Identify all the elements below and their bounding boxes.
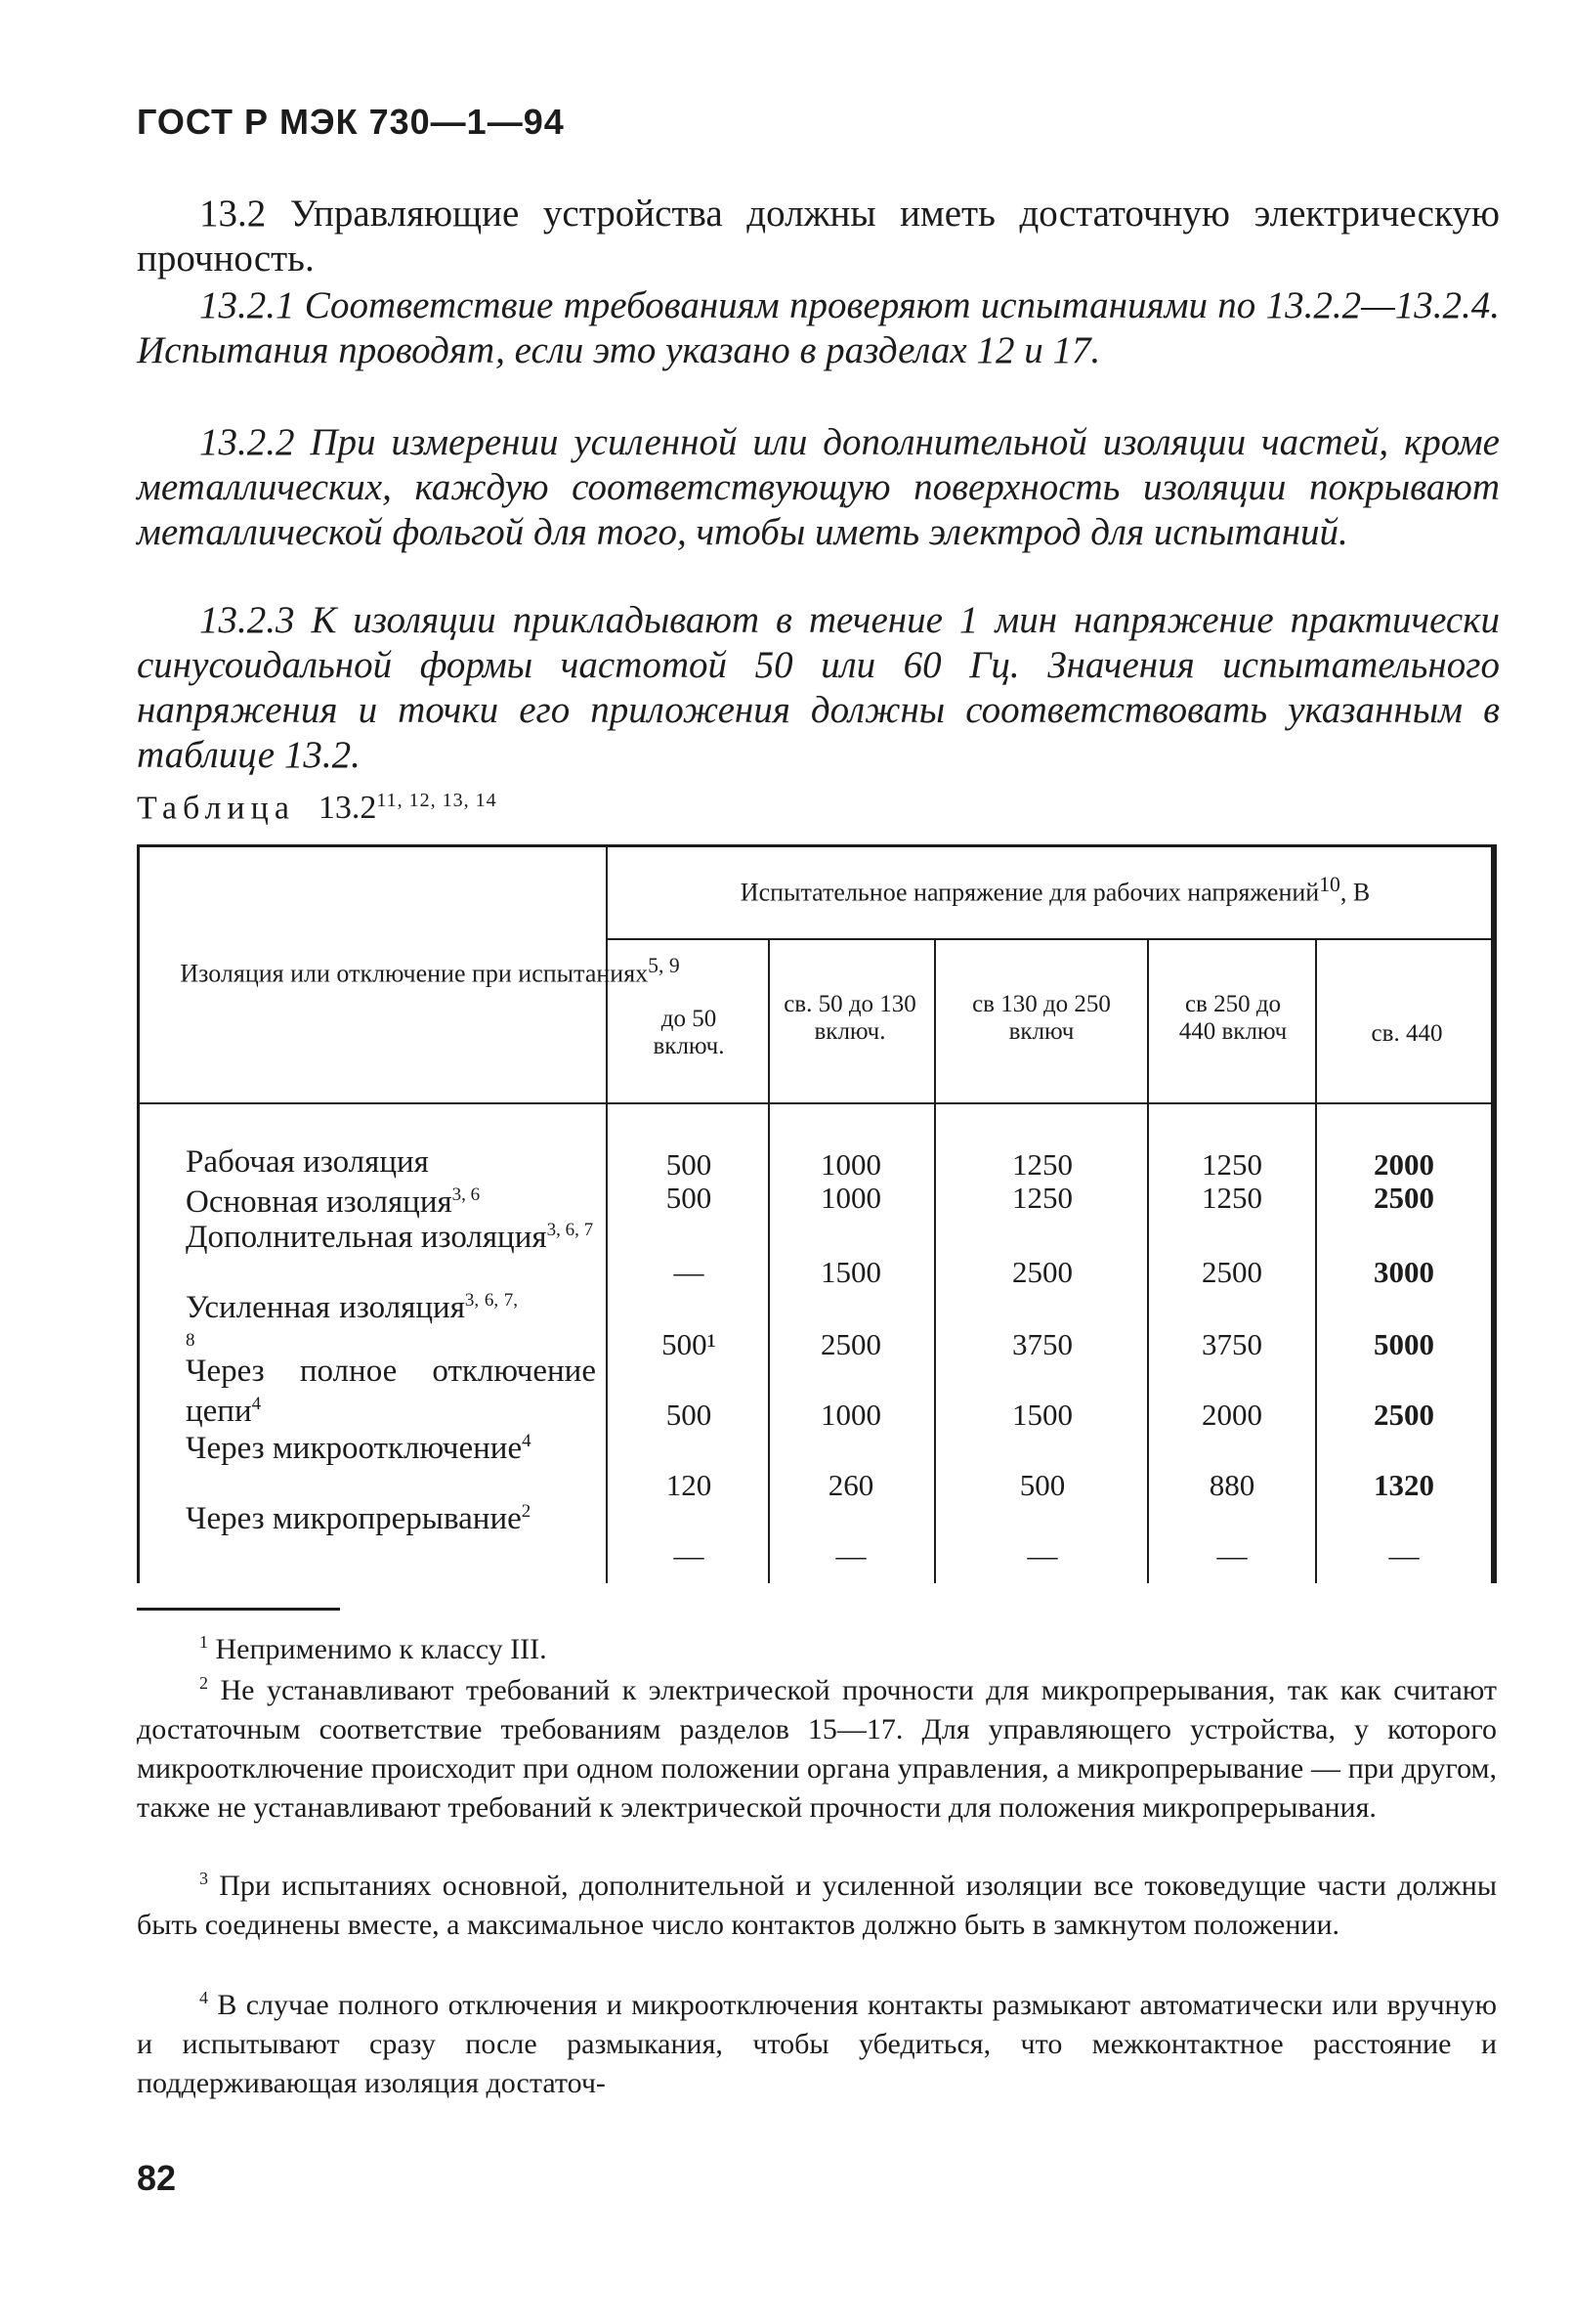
table-subhead-line xyxy=(608,938,1493,940)
table-right-border xyxy=(1491,844,1497,1583)
paragraph-13-2-2 xyxy=(137,420,1500,555)
row-label-reinforced: Усиленная изоляция$^{3, 6, 7, 8}$ xyxy=(186,1290,518,1351)
table-cell: 1500 xyxy=(1012,1398,1073,1432)
table-cell: — xyxy=(1027,1538,1058,1572)
table-divider-col4 xyxy=(1147,940,1149,1583)
table-cell: 1250 xyxy=(1202,1147,1262,1182)
table-cell: 120 xyxy=(665,1468,712,1502)
table-cell: 1250 xyxy=(1012,1181,1073,1215)
head-col-1: до 50 включ. xyxy=(653,1006,725,1059)
table-caption-number: 13.2 xyxy=(318,790,377,827)
row-label-micro-interruption: Через микропрерывание$^2$ xyxy=(186,1501,531,1536)
row-label-supplementary: Дополнительная изоляция$^{3, 6, 7}$ xyxy=(186,1220,594,1255)
row-label-basic: Основная изоляция$^{3, 6}$ xyxy=(186,1184,481,1220)
paragraph-13-2-2-text: 13.2.2 При измерении усиленной или дополнительной изоляции частей, кроме металлических, каждую соответствующую поверхность изоляции покрывают металлической фольгой для того, чтобы иметь электрод для испытаний. xyxy=(137,421,1500,553)
table-cell: 5000 xyxy=(1374,1327,1434,1361)
row-label-full-disconnection: Через полное отключение цепи$^4$ xyxy=(186,1354,596,1429)
footnote-2: $^2$ Не устанавливают требований к электрической прочности для микропрерывания, так как считают достаточным соответствие требованиям разделов 15—17. Для управляющего устройства, у которого микроотключение происходит при одном положении органа управления, а микропрерывание — при другом, также не устанавливают требований к электрической прочности для положения микропрерывания. xyxy=(137,1673,1498,1824)
paragraph-13-2-3-text: 13.2.3 К изоляции прикладывают в течение 1 мин напряжение практически синусоидальной формы частотой 50 или 60 Гц. Значения испытательного напряжения и точки его приложения должны соответствовать указанным в таблице 13.2. xyxy=(137,599,1500,776)
table-divider-col3 xyxy=(934,940,936,1583)
footnote-3: $^3$ При испытаниях основной, дополнительной и усиленной изоляции все токоведущие части должны быть соединены вместе, а максимальное число контактов должно быть в замкнутом положении. xyxy=(137,1869,1497,1941)
table-head-bottom-line xyxy=(137,1102,1497,1104)
table-cell: — xyxy=(1388,1538,1420,1572)
head-col-3: св 130 до 250 включ xyxy=(972,991,1111,1045)
table-cell: 2500 xyxy=(1012,1255,1073,1289)
table-cell: 1000 xyxy=(821,1147,881,1182)
table-cell: 2500 xyxy=(1202,1255,1262,1289)
table-cell: — xyxy=(673,1255,704,1289)
footnote-separator xyxy=(137,1608,340,1611)
table-cell: 2500 xyxy=(1374,1181,1434,1215)
paragraph-13-2-1 xyxy=(137,283,1500,373)
table-left-border xyxy=(137,844,140,1583)
table-cell: 500¹ xyxy=(661,1327,716,1361)
table-cell: 260 xyxy=(828,1468,874,1502)
table-caption-word: Таблица xyxy=(137,790,295,827)
paragraph-13-2 xyxy=(137,192,1500,281)
table-cell: 3750 xyxy=(1202,1327,1262,1361)
head-insulation: Изоляция или отключение при испытаниях$^{5, 9}$ xyxy=(180,954,680,988)
footnote-4: $^4$ В случае полного отключения и микроотключения контакты размыкают автоматически или вручную и испытывают сразу после размыкания, чтобы убедиться, что межконтактное расстояние и поддерживающая изоляция достаточ- xyxy=(137,1988,1497,2099)
page-number: 82 xyxy=(137,2158,177,2198)
table-cell: 2000 xyxy=(1374,1147,1434,1182)
head-col-2: св. 50 до 130 включ. xyxy=(784,991,916,1045)
paragraph-13-2-text: 13.2 Управляющие устройства должны иметь достаточную электрическую прочность. xyxy=(137,193,1500,280)
table-divider-col5 xyxy=(1315,940,1317,1583)
table-cell: 2500 xyxy=(1374,1398,1434,1432)
voltage-table xyxy=(137,844,1497,1583)
table-caption xyxy=(137,790,497,827)
document-header: ГОСТ Р МЭК 730—1—94 xyxy=(137,102,565,142)
table-cell: — xyxy=(673,1538,704,1572)
table-cell: 1000 xyxy=(821,1398,881,1432)
table-cell: 2500 xyxy=(821,1327,881,1361)
head-test-voltage: Испытательное напряжение для рабочих напряжений$^{10}$, В xyxy=(740,873,1371,907)
table-top-border xyxy=(137,844,1497,847)
table-cell: 1250 xyxy=(1202,1181,1262,1215)
table-cell: 2000 xyxy=(1202,1398,1262,1432)
table-cell: 500 xyxy=(1019,1468,1066,1502)
table-cell: — xyxy=(1216,1538,1248,1572)
table-cell: 500 xyxy=(665,1181,712,1215)
table-cell: 500 xyxy=(665,1398,712,1432)
paragraph-13-2-1-text: 13.2.1 Соответствие требованиям проверяют испытаниями по 13.2.2—13.2.4. Испытания проводят, если это указано в разделах 12 и 17. xyxy=(137,284,1500,371)
paragraph-13-2-3 xyxy=(137,598,1500,778)
table-cell: 3750 xyxy=(1012,1327,1073,1361)
table-cell: 500 xyxy=(665,1147,712,1182)
table-caption-sup: 11, 12, 13, 14 xyxy=(376,790,497,811)
footnote-1: $^1$ Неприменимо к классу III. xyxy=(199,1632,547,1665)
row-label-micro-disconnection: Через микроотключение$^4$ xyxy=(186,1431,531,1466)
row-label-working: Рабочая изоляция xyxy=(186,1144,429,1180)
table-cell: 1500 xyxy=(821,1255,881,1289)
head-col-5: св. 440 xyxy=(1371,1020,1443,1047)
table-divider-col2 xyxy=(768,940,770,1583)
table-cell: — xyxy=(835,1538,867,1572)
table-cell: 1320 xyxy=(1374,1468,1434,1502)
table-cell: 1000 xyxy=(821,1181,881,1215)
table-cell: 880 xyxy=(1209,1468,1255,1502)
table-cell: 1250 xyxy=(1012,1147,1073,1182)
table-cell: 3000 xyxy=(1374,1255,1434,1289)
head-col-4: св 250 до 440 включ xyxy=(1178,991,1288,1045)
